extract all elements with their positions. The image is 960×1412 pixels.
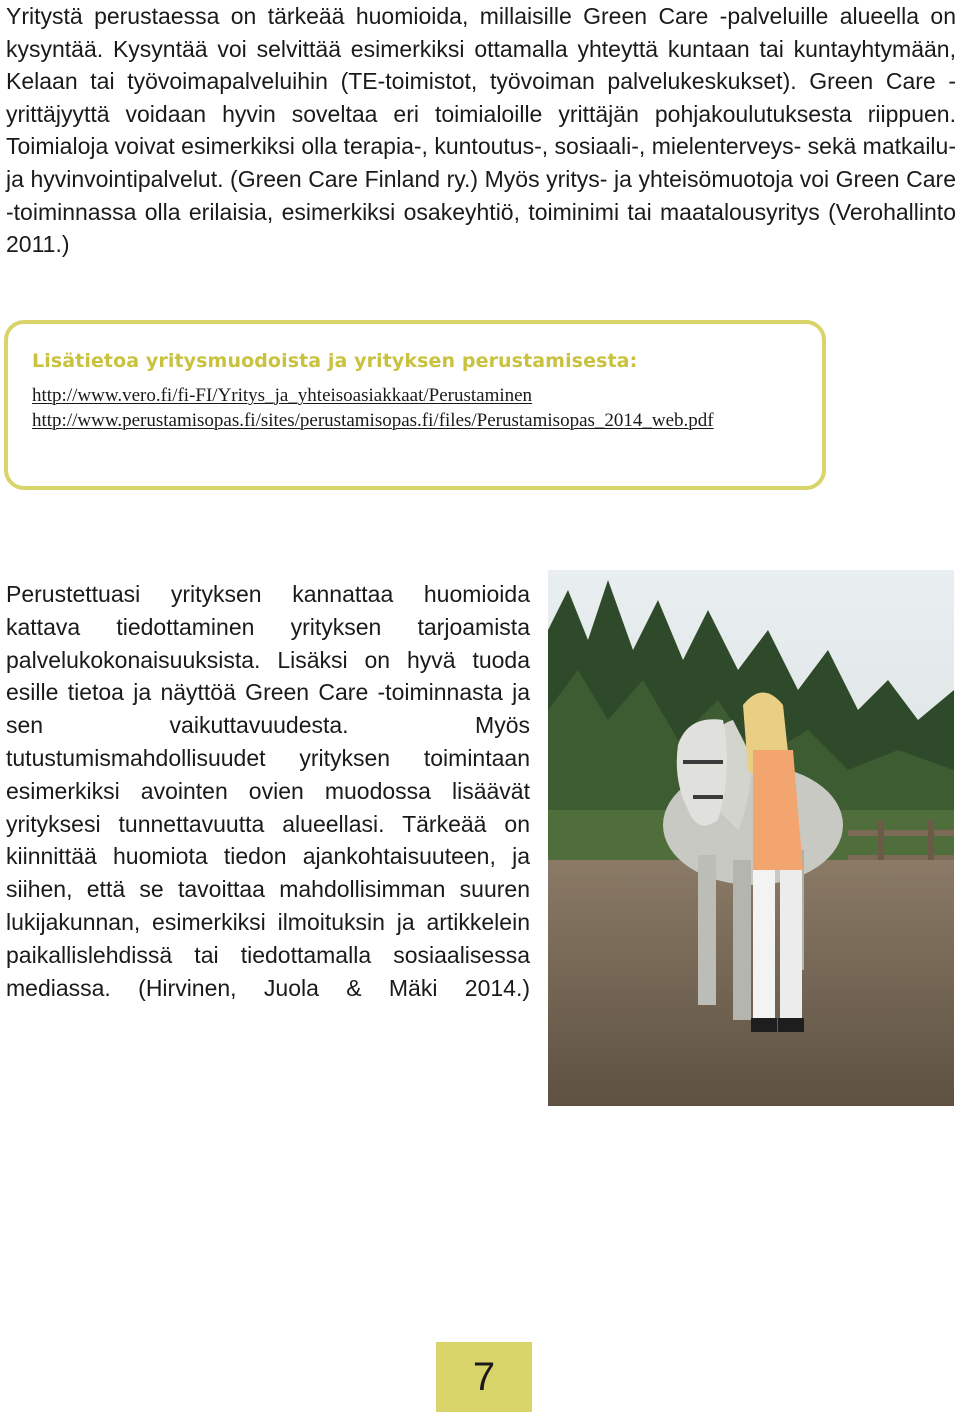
page-number-box xyxy=(436,1342,532,1412)
page-number: 7 xyxy=(472,1354,496,1399)
info-box-title: Lisätietoa yritysmuodoista ja yrityksen perustamisesta: xyxy=(32,350,638,372)
info-box xyxy=(4,320,826,490)
perustamisopas-link[interactable]: http://www.perustamisopas.fi/sites/perustamisopas.fi/files/Perustamisopas_2014_web.pdf xyxy=(32,410,714,431)
link-item xyxy=(32,384,714,409)
body-paragraph: Perustettuasi yrityksen kannattaa huomioida kattava tiedottaminen yrityksen tarjoamista palvelukokonaisuuksista. Lisäksi on hyvä tuoda esille tietoa ja näyttöä Green Care -toiminnasta ja sen vaikuttavuudesta. Myös tutustumismahdollisuudet yrityksen toimintaan esimerkiksi avointen ovien muodossa lisäävät yrityksesi tunnettavuutta alueellasi. Tärkeää on kiinnittää huomiota tiedon ajankohtaisuuteen, ja siihen, että se tavoittaa mahdollisimman suuren lukijakunnan, esimerkiksi ilmoituksin ja artikkelein paikallislehdissä tai tiedottamalla sosiaalisessa mediassa. (Hirvinen, Juola & Mäki 2014.) xyxy=(6,581,530,1001)
vero-link[interactable]: http://www.vero.fi/fi-FI/Yritys_ja_yhteisoasiakkaat/Perustaminen xyxy=(32,385,533,406)
info-box-links xyxy=(32,384,714,434)
intro-paragraph: Yritystä perustaessa on tärkeää huomioida, millaisille Green Care -palveluille alueella on kysyntää. Kysyntää voi selvittää esimerkiksi ottamalla yhteyttä kuntaan tai kuntayhtymään, Kelaan tai työvoimapalveluihin (TE-toimistot, työvoiman palvelukeskukset). Green Care -yrittäjyyttä voidaan hyvin soveltaa eri toimialoille yrittäjän pohjakoulutuksesta riippuen. Toimialoja voivat esimerkiksi olla terapia-, kuntoutus-, sosiaali-, mielenterveys- sekä matkailu- ja hyvinvointipalvelut. (Green Care Finland ry.) Myös yritys- ja yhteisömuotoja voi Green Care -toiminnassa olla erilaisia, esimerkiksi osakeyhtiö, toiminimi tai maatalousyritys (Verohallinto 2011.) xyxy=(6,3,956,258)
photo-woman-with-horse xyxy=(548,570,954,1106)
link-item xyxy=(32,409,714,434)
